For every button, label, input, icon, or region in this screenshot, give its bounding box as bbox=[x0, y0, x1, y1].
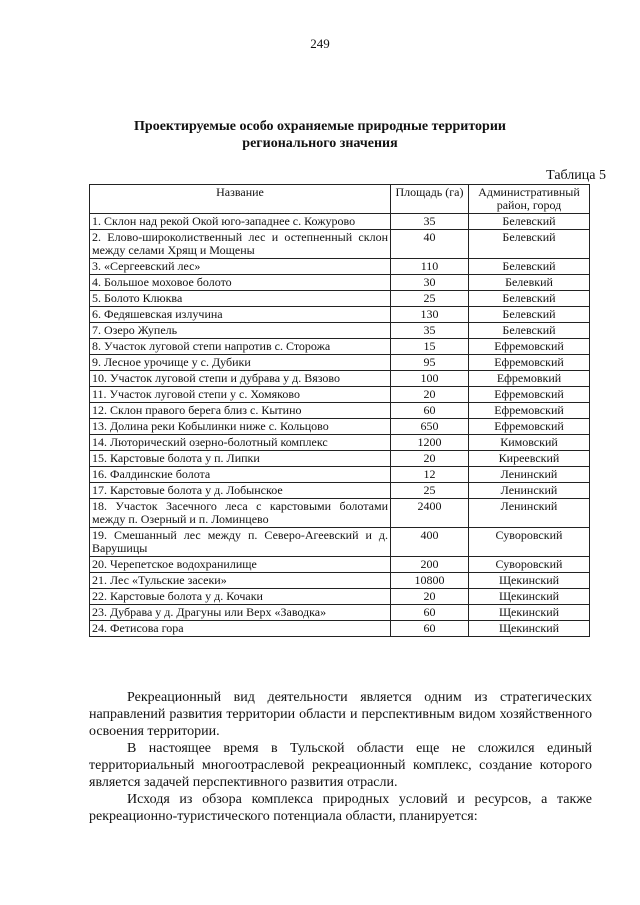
cell-district: Белевский bbox=[469, 323, 590, 339]
table-row bbox=[90, 605, 590, 621]
table-row bbox=[90, 621, 590, 637]
cell-district: Ленинский bbox=[469, 499, 590, 528]
cell-area: 10800 bbox=[391, 573, 469, 589]
cell-district: Ефремовский bbox=[469, 339, 590, 355]
header-district: Административный район, город bbox=[469, 185, 590, 214]
cell-area: 100 bbox=[391, 371, 469, 387]
cell-area: 60 bbox=[391, 621, 469, 637]
cell-name: 5. Болото Клюква bbox=[90, 291, 391, 307]
table-row bbox=[90, 589, 590, 605]
table-row bbox=[90, 371, 590, 387]
table-row bbox=[90, 499, 590, 528]
cell-area: 650 bbox=[391, 419, 469, 435]
table-header-row bbox=[90, 185, 590, 214]
table-row bbox=[90, 387, 590, 403]
table-row bbox=[90, 259, 590, 275]
table-row bbox=[90, 483, 590, 499]
cell-name: 21. Лес «Тульские засеки» bbox=[90, 573, 391, 589]
paragraph: В настоящее время в Тульской области еще не сложился единый территориальный многоотраслевой рекреационный комплекс, создание которого является задачей перспективного развития отрасли. bbox=[89, 741, 592, 790]
cell-area: 40 bbox=[391, 230, 469, 259]
table-row bbox=[90, 355, 590, 371]
protected-areas-table bbox=[89, 184, 590, 637]
cell-area: 15 bbox=[391, 339, 469, 355]
cell-area: 20 bbox=[391, 387, 469, 403]
table-row bbox=[90, 230, 590, 259]
cell-name: 3. «Сергеевский лес» bbox=[90, 259, 391, 275]
cell-name: 12. Склон правого берега близ с. Кытино bbox=[90, 403, 391, 419]
table-row bbox=[90, 323, 590, 339]
table-row bbox=[90, 275, 590, 291]
cell-name: 1. Склон над рекой Окой юго-западнее с. Кожурово bbox=[90, 214, 391, 230]
cell-district: Ефремовский bbox=[469, 355, 590, 371]
title-line-1: Проектируемые особо охраняемые природные территории bbox=[134, 119, 506, 134]
cell-name: 8. Участок луговой степи напротив с. Сторожа bbox=[90, 339, 391, 355]
cell-district: Киреевский bbox=[469, 451, 590, 467]
cell-district: Белевский bbox=[469, 230, 590, 259]
cell-district: Ленинский bbox=[469, 483, 590, 499]
cell-name: 19. Смешанный лес между п. Северо-Агеевский и д. Варушицы bbox=[90, 528, 391, 557]
cell-area: 95 bbox=[391, 355, 469, 371]
table-row bbox=[90, 403, 590, 419]
table-body bbox=[90, 214, 590, 637]
cell-district: Белевский bbox=[469, 291, 590, 307]
cell-name: 14. Люторический озерно-болотный комплекс bbox=[90, 435, 391, 451]
cell-area: 12 bbox=[391, 467, 469, 483]
cell-district: Суворовский bbox=[469, 528, 590, 557]
cell-area: 1200 bbox=[391, 435, 469, 451]
cell-name: 9. Лесное урочище у с. Дубики bbox=[90, 355, 391, 371]
cell-district: Белевский bbox=[469, 214, 590, 230]
cell-district: Щекинский bbox=[469, 589, 590, 605]
cell-district: Ефремовский bbox=[469, 419, 590, 435]
cell-district: Ефремовский bbox=[469, 387, 590, 403]
cell-name: 23. Дубрава у д. Драгуны или Верх «Заводка» bbox=[90, 605, 391, 621]
cell-area: 20 bbox=[391, 589, 469, 605]
cell-name: 6. Федяшевская излучина bbox=[90, 307, 391, 323]
cell-name: 22. Карстовые болота у д. Кочаки bbox=[90, 589, 391, 605]
table-row bbox=[90, 291, 590, 307]
cell-district: Щекинский bbox=[469, 605, 590, 621]
cell-area: 110 bbox=[391, 259, 469, 275]
cell-district: Суворовский bbox=[469, 557, 590, 573]
cell-name: 13. Долина реки Кобылинки ниже с. Кольцово bbox=[90, 419, 391, 435]
cell-district: Белевский bbox=[469, 259, 590, 275]
cell-district: Щекинский bbox=[469, 621, 590, 637]
table-row bbox=[90, 435, 590, 451]
header-area: Площадь (га) bbox=[391, 185, 469, 214]
cell-area: 35 bbox=[391, 214, 469, 230]
header-name: Название bbox=[90, 185, 391, 214]
title-line-2: регионального значения bbox=[242, 136, 398, 151]
cell-district: Ленинский bbox=[469, 467, 590, 483]
body-text bbox=[89, 689, 592, 825]
cell-name: 4. Большое моховое болото bbox=[90, 275, 391, 291]
cell-area: 25 bbox=[391, 483, 469, 499]
cell-name: 15. Карстовые болота у п. Липки bbox=[90, 451, 391, 467]
table-row bbox=[90, 573, 590, 589]
cell-area: 35 bbox=[391, 323, 469, 339]
cell-area: 60 bbox=[391, 403, 469, 419]
cell-area: 25 bbox=[391, 291, 469, 307]
cell-area: 30 bbox=[391, 275, 469, 291]
cell-area: 20 bbox=[391, 451, 469, 467]
page-number: 249 bbox=[310, 36, 330, 51]
table-row bbox=[90, 214, 590, 230]
table-row bbox=[90, 419, 590, 435]
table-label: Таблица 5 bbox=[546, 168, 606, 183]
paragraph: Исходя из обзора комплекса природных условий и ресурсов, а также рекреационно-туристического потенциала области, планируется: bbox=[89, 792, 592, 824]
paragraph: Рекреационный вид деятельности является одним из стратегических направлений развития территории области и перспективным видом хозяйственного освоения территории. bbox=[89, 690, 592, 739]
cell-area: 2400 bbox=[391, 499, 469, 528]
table-row bbox=[90, 307, 590, 323]
cell-name: 17. Карстовые болота у д. Лобынское bbox=[90, 483, 391, 499]
page-title bbox=[0, 118, 640, 152]
cell-name: 10. Участок луговой степи и дубрава у д. Вязово bbox=[90, 371, 391, 387]
cell-name: 2. Елово-широколиственный лес и остепненный склон между селами Хрящ и Мощены bbox=[90, 230, 391, 259]
table-row bbox=[90, 451, 590, 467]
cell-district: Белевский bbox=[469, 307, 590, 323]
cell-area: 60 bbox=[391, 605, 469, 621]
cell-district: Кимовский bbox=[469, 435, 590, 451]
cell-name: 20. Черепетское водохранилище bbox=[90, 557, 391, 573]
table-row bbox=[90, 467, 590, 483]
cell-district: Ефремовкий bbox=[469, 371, 590, 387]
cell-name: 16. Фалдинские болота bbox=[90, 467, 391, 483]
cell-area: 200 bbox=[391, 557, 469, 573]
table-row bbox=[90, 339, 590, 355]
cell-name: 24. Фетисова гора bbox=[90, 621, 391, 637]
cell-name: 11. Участок луговой степи у с. Хомяково bbox=[90, 387, 391, 403]
cell-district: Ефремовский bbox=[469, 403, 590, 419]
cell-district: Щекинский bbox=[469, 573, 590, 589]
cell-area: 400 bbox=[391, 528, 469, 557]
cell-name: 18. Участок Засечного леса с карстовыми болотами между п. Озерный и п. Ломинцево bbox=[90, 499, 391, 528]
table-row bbox=[90, 528, 590, 557]
cell-name: 7. Озеро Жупель bbox=[90, 323, 391, 339]
table-row bbox=[90, 557, 590, 573]
cell-district: Белевкий bbox=[469, 275, 590, 291]
cell-area: 130 bbox=[391, 307, 469, 323]
